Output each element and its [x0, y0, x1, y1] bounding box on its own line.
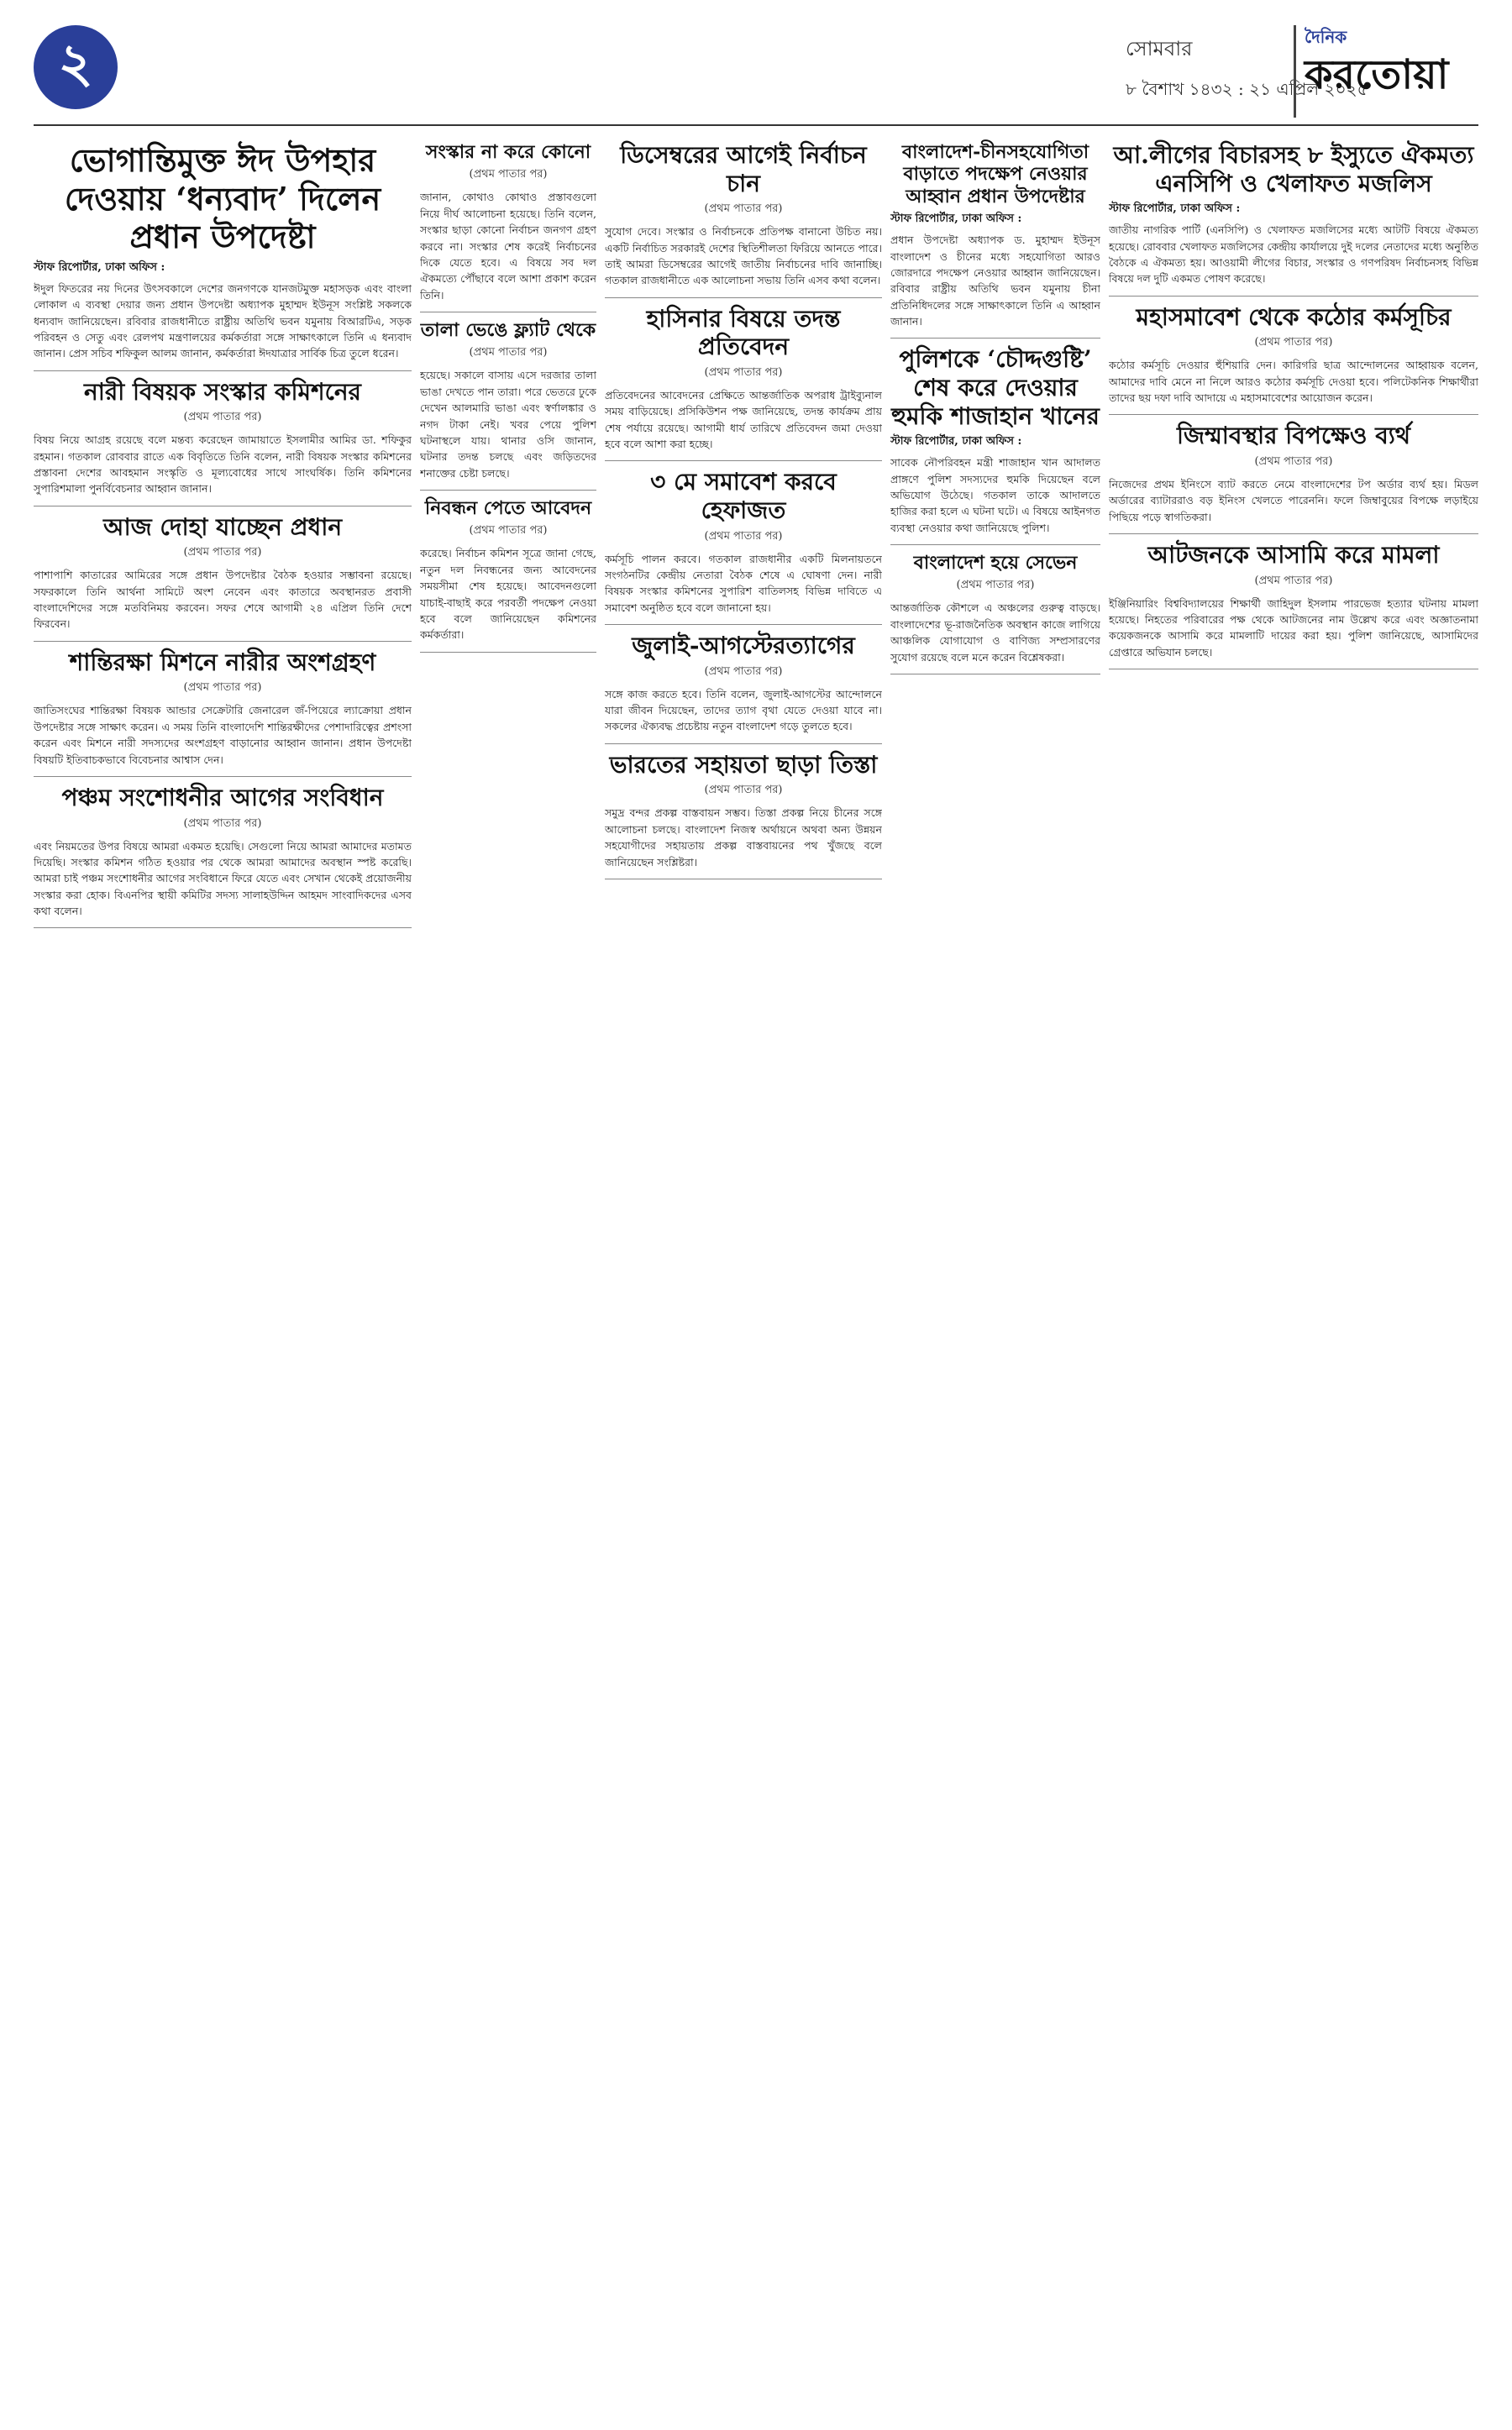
continuation-note: (প্রথম পাতার পর) [1254, 574, 1333, 587]
article-byline: স্টাফ রিপোর্টার, ঢাকা অফিস : [1109, 202, 1241, 216]
continuation-note: (প্রথম পাতার পর) [183, 546, 262, 559]
continuation-note: (প্রথম পাতার পর) [469, 168, 548, 181]
article-body: জানান, কোথাও কোথাও প্রস্তাবগুলো নিয়ে দীর্ঘ আলোচনা হয়েছে। তিনি বলেন, সংস্কার ছাড়া কোনো নির্বাচন জনগণ গ্রহণ করবে না। সংস্কার শেষ করেই নির্বাচনের দিকে যেতে হবে। এ বিষয়ে সব দল ঐকমত্যে পৌঁছাবে বলে আশা প্রকাশ করেন তিনি। [420, 191, 596, 302]
issue-day: সোমবার [1126, 37, 1193, 60]
article-body: সাবেক নৌপরিবহন মন্ত্রী শাজাহান খান আদালত প্রাঙ্গণে পুলিশ সদস্যদের হুমকি দিয়েছেন বলে অভিযোগ উঠেছে। গতকাল তাকে আদালতে হাজির করা হলে এ ঘটনা ঘটে। এ বিষয়ে আইনগত ব্যবস্থা নেওয়ার কথা জানিয়েছে পুলিশ। [890, 456, 1100, 534]
article-headline: মহাসমাবেশ থেকে কঠোর কর্মসূচির [1136, 302, 1452, 331]
continuation-note: (প্রথম পাতার পর) [956, 579, 1035, 592]
article-body: প্রধান উপদেষ্টা অধ্যাপক ড. মুহাম্মদ ইউনূস বাংলাদেশ ও চীনের মধ্যে সহযোগিতা আরও জোরদারে পদক্ষেপ নেওয়ার আহ্বান জানিয়েছেন। রবিবার রাষ্ট্রীয় অতিথি ভবন যমুনায় চীনা প্রতিনিধিদলের সঙ্গে সাক্ষাৎকালে তিনি এ আহ্বান জানান। [890, 234, 1100, 328]
article-headline: ভারতের সহায়তা ছাড়া তিস্তা [609, 750, 878, 779]
continuation-note: (প্রথম পাতার পর) [1254, 336, 1333, 349]
article-headline: ৩ মে সমাবেশ করবে হেফাজত [650, 468, 837, 524]
article [605, 625, 882, 744]
article-byline: স্টাফ রিপোর্টার, ঢাকা অফিস : [890, 435, 1022, 449]
article-body: করেছে। নির্বাচন কমিশন সূত্রে জানা গেছে, নতুন দল নিবন্ধনের জন্য আবেদনের সময়সীমা শেষ হয়েছে। আবেদনগুলো যাচাই-বাছাই করে পরবর্তী পদক্ষেপ নেওয়া হবে বলে জানিয়েছেন কমিশনের কর্মকর্তারা। [420, 547, 596, 642]
article [605, 461, 882, 625]
article [605, 744, 882, 879]
continuation-note: (প্রথম পাতার পর) [704, 529, 783, 543]
article [420, 312, 596, 491]
article-body: এবং নিয়মতের উপর বিষয়ে আমরা একমত হয়েছি। সেগুলো নিয়ে আমরা আমাদের মতামত দিয়েছি। সংস্কার কমিশন গঠিত হওয়ার পর থেকে আমরা আমাদের অবস্থান স্পষ্ট করেছি। আমরা চাই পঞ্চম সংশোধনীর আগের সংবিধানে ফিরে যেতে এবং সেখান থেকেই প্রয়োজনীয় সংস্কার করা হোক। বিএনপির স্থায়ী কমিটির সদস্য সালাহউদ্দিন আহমদ সাংবাদিকদের এসব কথা বলেন। [34, 839, 412, 918]
continuation-note: (প্রথম পাতার পর) [183, 681, 262, 695]
column-1 [34, 134, 412, 928]
article-headline: নারী বিষয়ক সংস্কার কমিশনের [84, 377, 361, 406]
article [890, 339, 1100, 545]
continuation-note: (প্রথম পাতার পর) [1254, 455, 1333, 468]
logo-prefix: দৈনিক [1305, 27, 1347, 47]
article-body: সঙ্গে কাজ করতে হবে। তিনি বলেন, জুলাই-আগস্টের আন্দোলনে যারা জীবন দিয়েছেন, তাদের ত্যাগ বৃথা যেতে দেওয়া যাবে না। সকলের ঐক্যবদ্ধ প্রচেষ্টায় নতুন বাংলাদেশ গড়ে তুলতে হবে। [605, 687, 882, 733]
article-headline: শান্তিরক্ষা মিশনে নারীর অংশগ্রহণ [69, 648, 376, 676]
page-number-badge: ২ [34, 25, 118, 109]
continuation-note: (প্রথম পাতার পর) [704, 784, 783, 797]
column-4 [890, 134, 1100, 674]
issue-date: ৮ বৈশাখ ১৪৩২ : ২১ এপ্রিল ২০২৫ [1126, 79, 1368, 99]
article-headline: পুলিশকে ‘চৌদ্দগুষ্টি’ শেষ করে দেওয়ার হুমকি শাজাহান খানের [891, 345, 1100, 430]
article-headline: সংস্কার না করে কোনো [425, 141, 591, 163]
article [34, 506, 412, 642]
continuation-note: (প্রথম পাতার পর) [704, 664, 783, 678]
article-headline: পঞ্চম সংশোধনীর আগের সংবিধান [61, 783, 384, 811]
article [1109, 534, 1478, 669]
article-body: জাতীয় নাগরিক পার্টি (এনসিপি) ও খেলাফত মজলিসের মধ্যে আটটি বিষয়ে ঐকমত্য হয়েছে। রোববার খেলাফত মজলিসের কেন্দ্রীয় কার্যালয়ে দুই দলের নেতাদের মধ্যে অনুষ্ঠিত বৈঠকে এ ঐকমত্য হয়। আওয়ামী লীগের বিচার, সংস্কার ও গণপরিষদ নির্বাচনসহ বিভিন্ন বিষয়ে দল দুটি একমত পোষণ করেছে। [1109, 223, 1478, 286]
article [34, 371, 412, 506]
article-headline: তালা ভেঙে ফ্ল্যাট থেকে [420, 319, 596, 342]
continuation-note: (প্রথম পাতার পর) [469, 346, 548, 360]
article-lead [34, 134, 412, 371]
column-2 [420, 134, 596, 653]
article-body: হয়েছে। সকালে বাসায় এসে দরজার তালা ভাঙা দেখতে পান তারা। পরে ভেতরে ঢুকে দেখেন আলমারি ভাঙা এবং স্বর্ণালঙ্কার ও নগদ টাকা নেই। খবর পেয়ে পুলিশ ঘটনাস্থলে যায়। থানার ওসি জানান, ঘটনার তদন্ত চলছে এবং জড়িতদের শনাক্তের চেষ্টা চলছে। [420, 369, 596, 480]
masthead [34, 25, 1478, 126]
continuation-note: (প্রথম পাতার পর) [704, 202, 783, 216]
article-headline: হাসিনার বিষয়ে তদন্ত প্রতিবেদন [646, 304, 841, 361]
article [420, 134, 596, 312]
article-byline: স্টাফ রিপোর্টার, ঢাকা অফিস : [890, 213, 1022, 226]
masthead-right [1126, 25, 1478, 118]
article-body: কঠোর কর্মসূচি দেওয়ার হুঁশিয়ারি দেন। কারিগরি ছাত্র আন্দোলনের আহ্বায়ক বলেন, আমাদের দাবি মেনে না নিলে আরও কঠোর কর্মসূচি দেওয়া হবে। পলিটেকনিক শিক্ষার্থীরা তাদের ছয় দফা দাবি আদায়ে এ মহাসমাবেশের আয়োজন করেন। [1109, 359, 1478, 405]
column-5 [1109, 134, 1478, 669]
article-body: সুযোগ দেবে। সংস্কার ও নির্বাচনকে প্রতিপক্ষ বানানো উচিত নয়। একটি নির্বাচিত সরকারই দেশের স্থিতিশীলতা ফিরিয়ে আনতে পারে। তাই আমরা ডিসেম্বরের আগেই জাতীয় নির্বাচনের দাবি জানাচ্ছি। গতকাল রাজধানীতে এক আলোচনা সভায় তিনি এসব কথা বলেন। [605, 225, 882, 287]
article-body: বিষয় নিয়ে আগ্রহ রয়েছে বলে মন্তব্য করেছেন জামায়াতে ইসলামীর আমির ডা. শফিকুর রহমান। গতকাল রোববার রাতে এক বিবৃতিতে তিনি বলেন, নারী বিষয়ক সংস্কার কমিশনের প্রস্তাবনা দেশের আবহমান সংস্কৃতি ও মূল্যবোধের সাথে সাংঘর্ষিক। তিনি কমিশনের সুপারিশমালা পুনর্বিবেচনার আহ্বান জানান। [34, 433, 412, 496]
continuation-note: (প্রথম পাতার পর) [704, 365, 783, 379]
article [34, 642, 412, 777]
article-headline: ডিসেম্বরের আগেই নির্বাচন চান [620, 141, 867, 197]
article-body: ইঞ্জিনিয়ারিং বিশ্ববিদ্যালয়ের শিক্ষার্থী জাহিদুল ইসলাম পারভেজ হত্যার ঘটনায় মামলা হয়েছে। নিহতের পরিবারের পক্ষ থেকে আটজনের নাম উল্লেখ করে এবং অজ্ঞাতনামা কয়েকজনকে আসামি করে মামলাটি দায়ের করা হয়। পুলিশ জানিয়েছে, আসামিদের গ্রেপ্তারে অভিযান চলছে। [1109, 596, 1478, 659]
article-headline: জুলাই-আগস্টেরত্যাগের [632, 632, 855, 660]
masthead-rule [34, 124, 1478, 126]
article-body: সমুদ্র বন্দর প্রকল্প বাস্তবায়ন সম্ভব। তিস্তা প্রকল্প নিয়ে চীনের সঙ্গে আলোচনা চলছে। বাংলাদেশ নিজস্ব অর্থায়নে অথবা অন্য উন্নয়ন সহযোগীদের সহায়তায় প্রকল্প বাস্তবায়নের পথ খুঁজছে বলে জানিয়েছেন সংশ্লিষ্টরা। [605, 806, 882, 869]
continuation-note: (প্রথম পাতার পর) [469, 524, 548, 538]
article-headline: নিবন্ধন পেতে আবেদন [424, 497, 592, 520]
article [605, 134, 882, 298]
article [420, 491, 596, 653]
article-headline: ভোগান্তিমুক্ত ঈদ উপহার দেওয়ায় ‘ধন্যবাদ’ দিলেন প্রধান উপদেষ্টা [64, 141, 381, 256]
continuation-note: (প্রথম পাতার পর) [183, 816, 262, 830]
logo-name: করতোয়া [1305, 51, 1449, 98]
article [1109, 415, 1478, 534]
article-body: কর্মসূচি পালন করবে। গতকাল রাজধানীর একটি মিলনায়তনে সংগঠনটির কেন্দ্রীয় নেতারা বৈঠক শেষে এ ঘোষণা দেন। নারী বিষয়ক সংস্কার কমিশনের সুপারিশ বাতিলসহ বিভিন্ন দাবিতে এ সমাবেশ অনুষ্ঠিত হবে বলে জানানো হয়। [605, 552, 882, 614]
article-body: নিজেদের প্রথম ইনিংসে ব্যাট করতে নেমে বাংলাদেশের টপ অর্ডার ব্যর্থ হয়। মিডল অর্ডারের ব্যাটাররাও বড় ইনিংস খেলতে পারেননি। ফলে জিম্বাবুয়ের বিপক্ষে লড়াইয়ে পিছিয়ে পড়ে স্বাগতিকরা। [1109, 478, 1478, 523]
article-headline: বাংলাদেশ-চীনসহযোগিতা বাড়াতে পদক্ষেপ নেওয়ার আহ্বান প্রধান উপদেষ্টার [901, 141, 1089, 207]
newspaper-logo [1294, 25, 1478, 118]
article [34, 777, 412, 928]
article-lead [1109, 134, 1478, 297]
article-headline: আ.লীগের বিচারসহ ৮ ইস্যুতে ঐকমত্য এনসিপি ও খেলাফত মজলিস [1113, 141, 1474, 197]
article-byline: স্টাফ রিপোর্টার, ঢাকা অফিস : [34, 260, 165, 274]
article-body: প্রতিবেদনের আবেদনের প্রেক্ষিতে আন্তর্জাতিক অপরাধ ট্রাইব্যুনাল সময় বাড়িয়েছে। প্রসিকিউশন পক্ষ জানিয়েছে, তদন্ত কার্যক্রম প্রায় শেষ পর্যায়ে রয়েছে। আগামী ধার্য তারিখে প্রতিবেদন জমা দেওয়া হবে বলে আশা করা হচ্ছে। [605, 388, 882, 450]
article [1109, 297, 1478, 416]
article-headline: আটজনকে আসামি করে মামলা [1147, 541, 1440, 569]
article-body: পাশাপাশি কাতারের আমিরের সঙ্গে প্রধান উপদেষ্টার বৈঠক হওয়ার সম্ভাবনা রয়েছে। সফরকালে তিনি আর্থনা সামিটে অংশ নেবেন এবং কাতারে অবস্থানরত প্রবাসী বাংলাদেশিদের সঙ্গে মতবিনিময় করবেন। সফর শেষে আগামী ২৪ এপ্রিল তিনি দেশে ফিরবেন। [34, 569, 412, 631]
article-body: আন্তর্জাতিক কৌশলে এ অঞ্চলের গুরুত্ব বাড়ছে। বাংলাদেশের ভূ-রাজনৈতিক অবস্থান কাজে লাগিয়ে আঞ্চলিক যোগাযোগ ও বাণিজ্য সম্প্রসারণের সুযোগ রয়েছে বলে মনে করেন বিশ্লেষকরা। [890, 601, 1100, 664]
article-headline: জিম্মাবস্থার বিপক্ষেও ব্যর্থ [1176, 422, 1411, 450]
column-3 [605, 134, 882, 879]
article [605, 298, 882, 462]
article [890, 134, 1100, 339]
article-body: ঈদুল ফিতরের নয় দিনের উৎসবকালে দেশের জনগণকে যানজটমুক্ত মহাসড়ক এবং বাংলা লোকাল এ ব্যবস্থা দেয়ার জন্য প্রধান উপদেষ্টা অধ্যাপক মুহাম্মদ ইউনূস সংশ্লিষ্ট সকলকে ধন্যবাদ জানিয়েছেন। রবিবার রাজধানীতে রাষ্ট্রীয় অতিথি ভবন যমুনায় বিআরটিএ, সড়ক পরিবহন ও সেতু এবং রেলপথ মন্ত্রণালয়ের কর্মকর্তারা সঙ্গে সাক্ষাৎকালে তিনি এ ধন্যবাদ জানান। প্রেস সচিব শফিকুল আলম জানান, কর্মকর্তারা ঈদযাত্রার সার্বিক চিত্র তুলে ধরেন। [34, 281, 412, 360]
article [890, 545, 1100, 674]
continuation-note: (প্রথম পাতার পর) [183, 411, 262, 424]
article-headline: বাংলাদেশ হয়ে সেভেন [913, 552, 1078, 575]
article-headline: আজ দোহা যাচ্ছেন প্রধান [102, 512, 343, 541]
article-body: জাতিসংঘের শান্তিরক্ষা বিষয়ক আন্ডার সেক্রেটারি জেনারেল জঁ-পিয়েরে ল্যাক্রোয়া প্রধান উপদেষ্টার সঙ্গে সাক্ষাৎ করেন। এ সময় তিনি বাংলাদেশি শান্তিরক্ষীদের পেশাদারিত্বের প্রশংসা করেন এবং মিশনে নারী সদস্যদের অংশগ্রহণ বাড়ানোর আহ্বান জানান। প্রধান উপদেষ্টা বিষয়টি ইতিবাচকভাবে বিবেচনার আশ্বাস দেন। [34, 704, 412, 766]
